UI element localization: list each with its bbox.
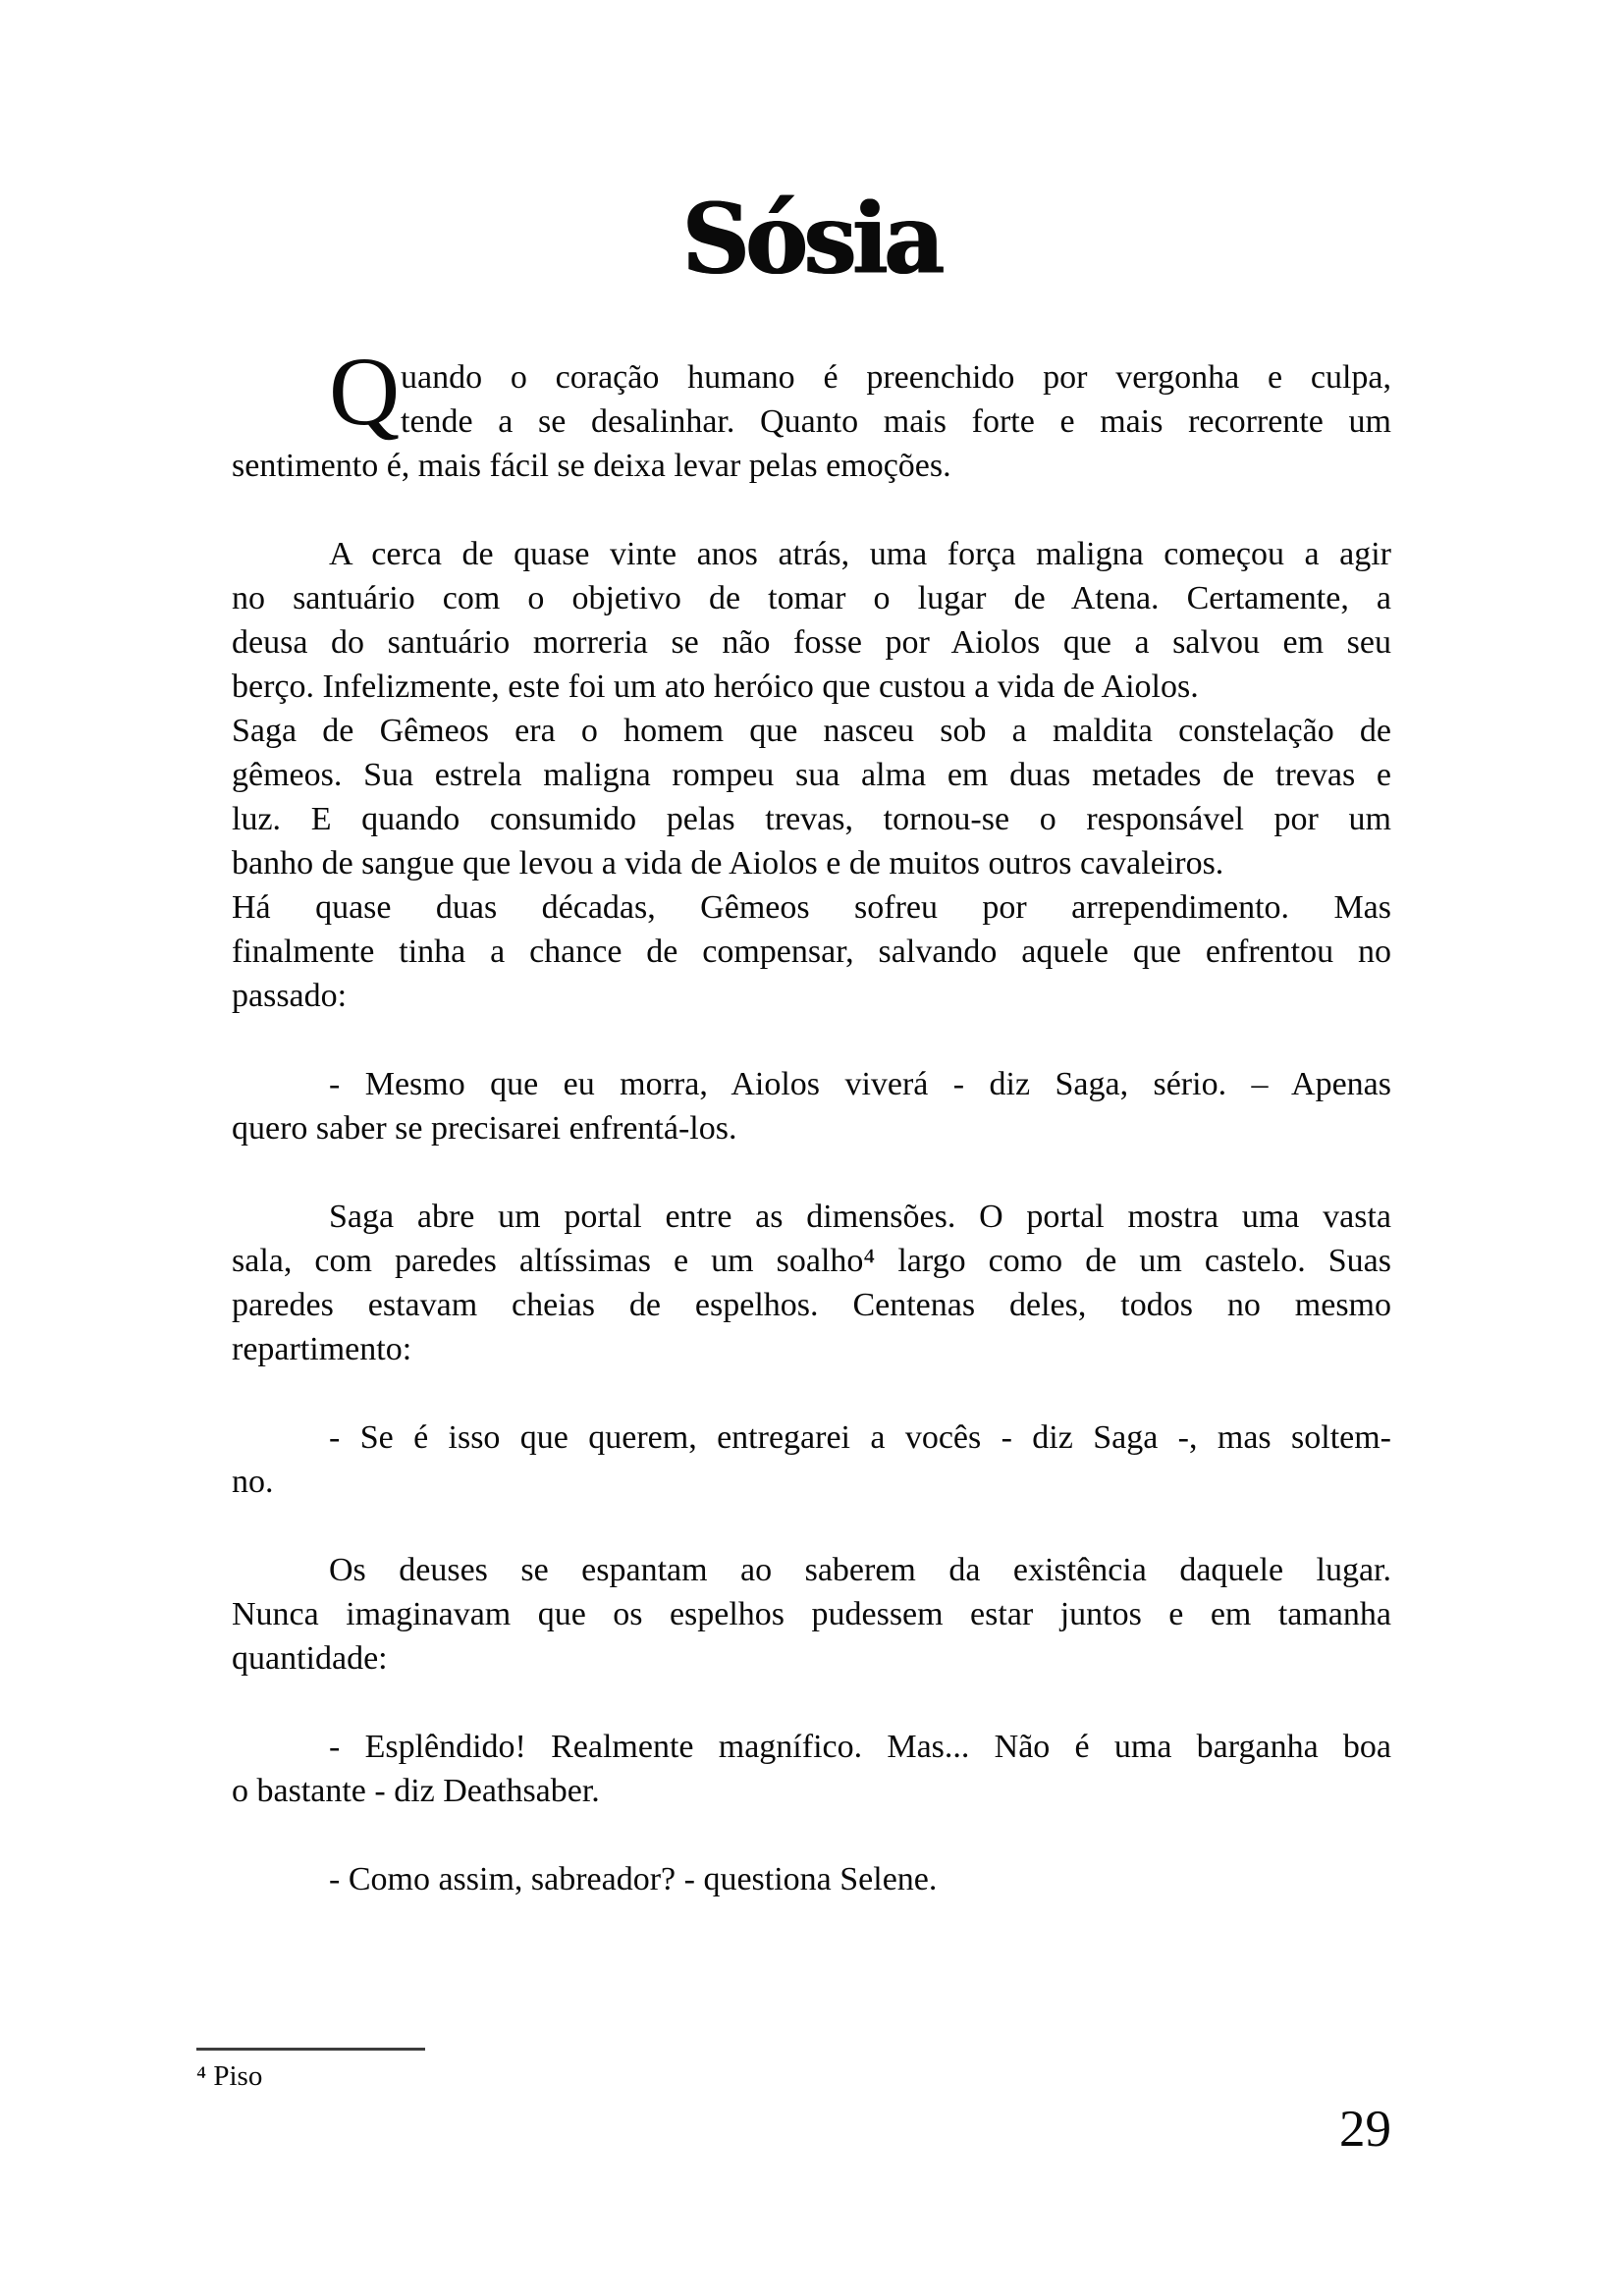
- text-line: sala, com paredes altíssimas e um soalho⁴ largo como de um castelo. Suas: [232, 1243, 1391, 1279]
- page-number: 29: [1339, 2101, 1391, 2158]
- footnote-separator: [196, 2048, 425, 2051]
- text-line: quero saber se precisarei enfrentá-los.: [232, 1110, 737, 1147]
- text-line: tende a se desalinhar. Quanto mais forte e mais recorrente um: [401, 403, 1391, 440]
- drop-cap: Q: [329, 337, 401, 446]
- paragraph-gods-react: [232, 1548, 1391, 1681]
- text-line: o bastante - diz Deathsaber.: [232, 1773, 600, 1809]
- paragraph-backstory-1: [232, 532, 1391, 709]
- text-line: banho de sangue que levou a vida de Aiolos e de muitos outros cavaleiros.: [232, 845, 1224, 881]
- opening-paragraph: [232, 337, 1391, 488]
- text-line: uando o coração humano é preenchido por vergonha e culpa,: [401, 359, 1391, 396]
- text-line: Os deuses se espantam ao saberem da existência daquele lugar.: [329, 1552, 1391, 1588]
- text-line: Saga abre um portal entre as dimensões. O portal mostra uma vasta: [329, 1199, 1391, 1235]
- text-line: paredes estavam cheias de espelhos. Centenas deles, todos no mesmo: [232, 1287, 1391, 1323]
- dialogue-saga: [232, 1062, 1391, 1150]
- text-line: no santuário com o objetivo de tomar o lugar de Atena. Certamente, a: [232, 580, 1391, 616]
- dialogue-deathsaber: [232, 1725, 1391, 1813]
- paragraph-backstory-3: [232, 885, 1391, 1018]
- chapter-title: Sósia: [681, 182, 942, 296]
- text-line: - Esplêndido! Realmente magnífico. Mas... Não é uma barganha boa: [329, 1729, 1391, 1765]
- text-line: luz. E quando consumido pelas trevas, tornou-se o responsável por um: [232, 801, 1391, 837]
- text-line: repartimento:: [232, 1331, 412, 1367]
- text-line: sentimento é, mais fácil se deixa levar pelas emoções.: [232, 448, 951, 484]
- dialogue-saga-2: [232, 1415, 1391, 1504]
- text-line: quantidade:: [232, 1640, 388, 1677]
- text-line: A cerca de quase vinte anos atrás, uma força maligna começou a agir: [329, 536, 1391, 572]
- text-line: finalmente tinha a chance de compensar, salvando aquele que enfrentou no: [232, 934, 1391, 970]
- text-line: - Mesmo que eu morra, Aiolos viverá - diz Saga, sério. – Apenas: [329, 1066, 1391, 1102]
- footnote-block: [196, 2048, 785, 2094]
- text-line: gêmeos. Sua estrela maligna rompeu sua alma em duas metades de trevas e: [232, 757, 1391, 793]
- paragraph-portal: [232, 1195, 1391, 1371]
- text-line: Há quase duas décadas, Gêmeos sofreu por arrependimento. Mas: [232, 889, 1391, 926]
- text-line: - Como assim, sabreador? - questiona Selene.: [329, 1861, 938, 1897]
- text-line: Nunca imaginavam que os espelhos pudessem estar juntos e em tamanha: [232, 1596, 1391, 1632]
- footnote-text: ⁴ Piso: [196, 2060, 263, 2092]
- text-line: berço. Infelizmente, este foi um ato heróico que custou a vida de Aiolos.: [232, 668, 1199, 705]
- page-body: [232, 337, 1391, 1946]
- text-line: deusa do santuário morreria se não fosse por Aiolos que a salvou em seu: [232, 624, 1391, 661]
- text-line: Saga de Gêmeos era o homem que nasceu sob a maldita constelação de: [232, 713, 1391, 749]
- text-line: - Se é isso que querem, entregarei a vocês - diz Saga -, mas soltem-: [329, 1419, 1391, 1456]
- paragraph-backstory-2: [232, 709, 1391, 885]
- text-line: passado:: [232, 978, 348, 1014]
- text-line: no.: [232, 1464, 274, 1500]
- dialogue-selene: [232, 1857, 1391, 1901]
